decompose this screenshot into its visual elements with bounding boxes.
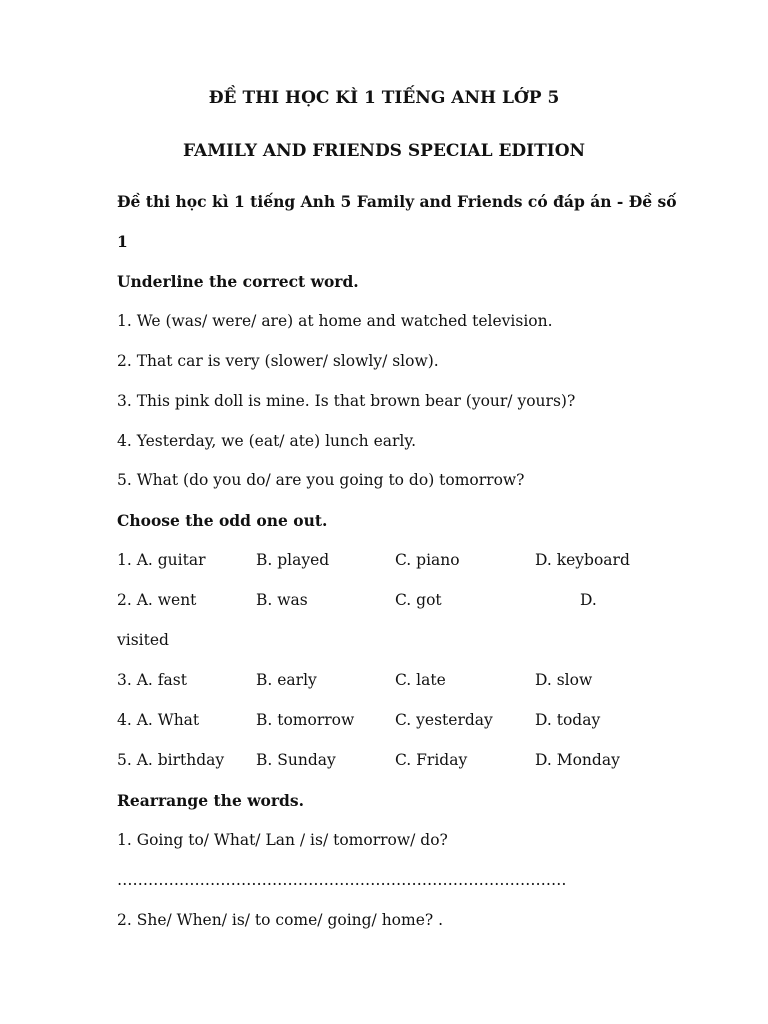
option-c: C. piano bbox=[395, 551, 460, 569]
question-item: 4. Yesterday, we (eat/ ate) lunch early. bbox=[117, 432, 416, 450]
document-subtitle: FAMILY AND FRIENDS SPECIAL EDITION bbox=[182, 141, 586, 161]
document-title: ĐỀ THI HỌC KÌ 1 TIẾNG ANH LỚP 5 bbox=[208, 88, 560, 108]
option-b: B. early bbox=[256, 671, 317, 689]
option-row bbox=[117, 711, 677, 733]
option-d-wrapped-text: visited bbox=[117, 631, 169, 649]
option-b: B. played bbox=[256, 551, 330, 569]
section-heading-underline: Underline the correct word. bbox=[117, 272, 359, 291]
option-row bbox=[117, 591, 677, 613]
question-item: 3. This pink doll is mine. Is that brown bear (your/ yours)? bbox=[117, 392, 576, 410]
option-a: 5. A. birthday bbox=[117, 751, 225, 769]
option-a: 1. A. guitar bbox=[117, 551, 206, 569]
option-b: B. tomorrow bbox=[256, 711, 355, 729]
option-c: C. Friday bbox=[395, 751, 468, 769]
option-a: 4. A. What bbox=[117, 711, 200, 729]
section-heading-rearrange: Rearrange the words. bbox=[117, 791, 305, 810]
option-a: 2. A. went bbox=[117, 591, 197, 609]
option-a: 3. A. fast bbox=[117, 671, 187, 689]
option-d: D. today bbox=[535, 711, 601, 729]
answer-line: …………………………………………………………………………… bbox=[117, 871, 567, 889]
option-row bbox=[117, 551, 677, 573]
option-d: D. slow bbox=[535, 671, 593, 689]
question-item: 1. Going to/ What/ Lan / is/ tomorrow/ do? bbox=[117, 831, 448, 849]
section-heading-odd-one-out: Choose the odd one out. bbox=[117, 511, 328, 530]
option-b: B. Sunday bbox=[256, 751, 336, 769]
question-item: 5. What (do you do/ are you going to do) tomorrow? bbox=[117, 471, 525, 489]
option-c: C. got bbox=[395, 591, 442, 609]
option-d: D. bbox=[580, 591, 597, 609]
question-item: 2. She/ When/ is/ to come/ going/ home? . bbox=[117, 911, 444, 929]
option-d: D. Monday bbox=[535, 751, 620, 769]
option-d: D. keyboard bbox=[535, 551, 630, 569]
option-row bbox=[117, 671, 677, 693]
exam-heading-number: 1 bbox=[117, 232, 128, 251]
option-c: C. yesterday bbox=[395, 711, 493, 729]
option-row bbox=[117, 751, 677, 773]
exam-heading: Đề thi học kì 1 tiếng Anh 5 Family and Friends có đáp án - Đề số bbox=[117, 192, 677, 211]
option-b: B. was bbox=[256, 591, 308, 609]
question-item: 2. That car is very (slower/ slowly/ slow). bbox=[117, 352, 439, 370]
question-item: 1. We (was/ were/ are) at home and watched television. bbox=[117, 312, 553, 330]
option-c: C. late bbox=[395, 671, 446, 689]
